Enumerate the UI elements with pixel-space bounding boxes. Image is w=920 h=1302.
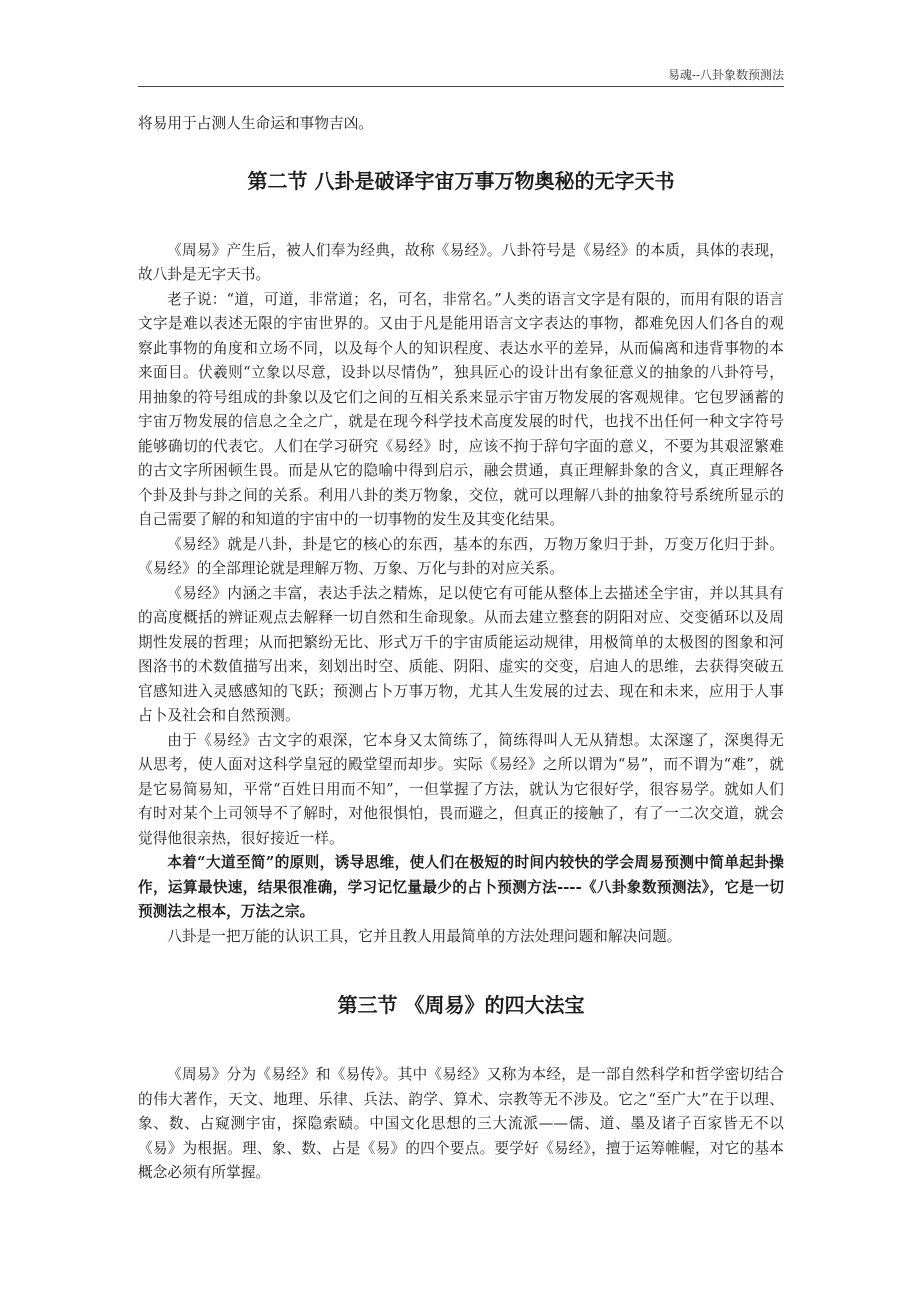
section-2-paragraph-1: 《周易》产生后，被人们奉为经典，故称《易经》。八卦符号是《易经》的本质，具体的表现，故八卦是无字天书。 <box>138 241 784 283</box>
running-header: 易魂--八卦象数预测法 <box>667 68 784 82</box>
page-content <box>138 112 784 1186</box>
section-3-paragraph-1: 《周易》分为《易经》和《易传》。其中《易经》又称为本经，是一部自然科学和哲学密切结合的伟大著作，天文、地理、乐律、兵法、韵学、算术、宗教等无不涉及。它之“至广大”在于以理、象、数、占窥测宇宙，探隐索赜。中国文化思想的三大流派——儒、道、墨及诸子百家皆无不以《易》为根据。理、象、数、占是《易》的四个要点。要学好《易经》，擅于运筹帷幄，对它的基本概念必须有所掌握。 <box>138 1066 784 1181</box>
section-2-heading: 第二节 八卦是破译宇宙万事万物奥秘的无字天书 <box>247 168 675 193</box>
section-2-paragraph-2: 老子说：“道，可道，非常道；名，可名，非常名。”人类的语言文字是有限的，而用有限的语言文字是难以表述无限的宇宙世界的。又由于凡是能用语言文字表达的事物，都难免因人们各自的观察此事物的角度和立场不同，以及每个人的知识程度、表达水平的差异，从而偏离和违背事物的本来面目。伏羲则“立象以尽意，设卦以尽情伪”，独具匠心的设计出有象征意义的抽象的八卦符号，用抽象的符号组成的卦象以及它们之间的互相关系来显示宇宙万物发展的客观规律。它包罗涵蓄的宇宙万物发展的信息之全之广，就是在现今科学技术高度发展的时代，也找不出任何一种文字符号能够确切的代表它。人们在学习研究《易经》时，应该不拘于辞句字面的意义，不要为其艰涩繁难的古文字所困顿生畏。而是从它的隐喻中得到启示，融会贯通，真正理解卦象的含义，真正理解各个卦及卦与卦之间的关系。利用八卦的类万物象，交位，就可以理解八卦的抽象符号系统所显示的自己需要了解的和知道的宇宙中的一切事物的发生及其变化结果。 <box>138 290 784 528</box>
section-3-heading: 第三节 《周易》的四大法宝 <box>337 993 585 1017</box>
section-2-paragraph-7: 八卦是一把万能的认识工具，它并且教人用最简单的方法处理问题和解决问题。 <box>167 927 682 945</box>
header-rule <box>138 86 784 87</box>
section-2-paragraph-3: 《易经》就是八卦，卦是它的核心的东西，基本的东西，万物万象归于卦，万变万化归于卦。《易经》的全部理论就是理解万物、万象、万化与卦的对应关系。 <box>138 535 784 577</box>
intro-line: 将易用于占测人生命运和事物吉凶。 <box>138 115 374 132</box>
section-2-paragraph-5: 由于《易经》古文字的艰深，它本身又太简练了，简练得叫人无从猜想。太深邃了，深奥得无从思考，使人面对这科学皇冠的殿堂望而却步。实际《易经》之所以谓为“易”，而不谓为“难”，就是它易简易知，平常“百姓日用而不知”，一但掌握了方法，就认为它很好学，很容易学。就如人们有时对某个上司领导不了解时，对他很惧怕，畏而避之，但真正的接触了，有了一二次交道，就会觉得他很亲热，很好接近一样。 <box>138 731 784 847</box>
section-2-paragraph-6-bold: 本着“大道至简”的原则，诱导思维，使人们在极短的时间内较快的学会周易预测中简单起卦操作，运算最快速，结果很准确，学习记忆量最少的占卜预测方法----《八卦象数预测法》，它是一切预测法之根本，万法之宗。 <box>138 854 784 920</box>
section-2-paragraph-4: 《易经》内涵之丰富，表达手法之精炼，足以使它有可能从整体上去描述全宇宙，并以其具有的高度概括的辨证观点去解释一切自然和生命现象。从而去建立整套的阴阳对应、交变循环以及周期性发展的哲理；从而把繁纷无比、形式万千的宇宙质能运动规律，用极简单的太极图的图象和河图洛书的术数值描写出来，刻划出时空、质能、阴阳、虚实的交变，启迪人的思维，去获得突破五官感知进入灵感感知的飞跃；预测占卜万事万物，尤其人生发展的过去、现在和未来，应用于人事占卜及社会和自然预测。 <box>138 584 784 724</box>
